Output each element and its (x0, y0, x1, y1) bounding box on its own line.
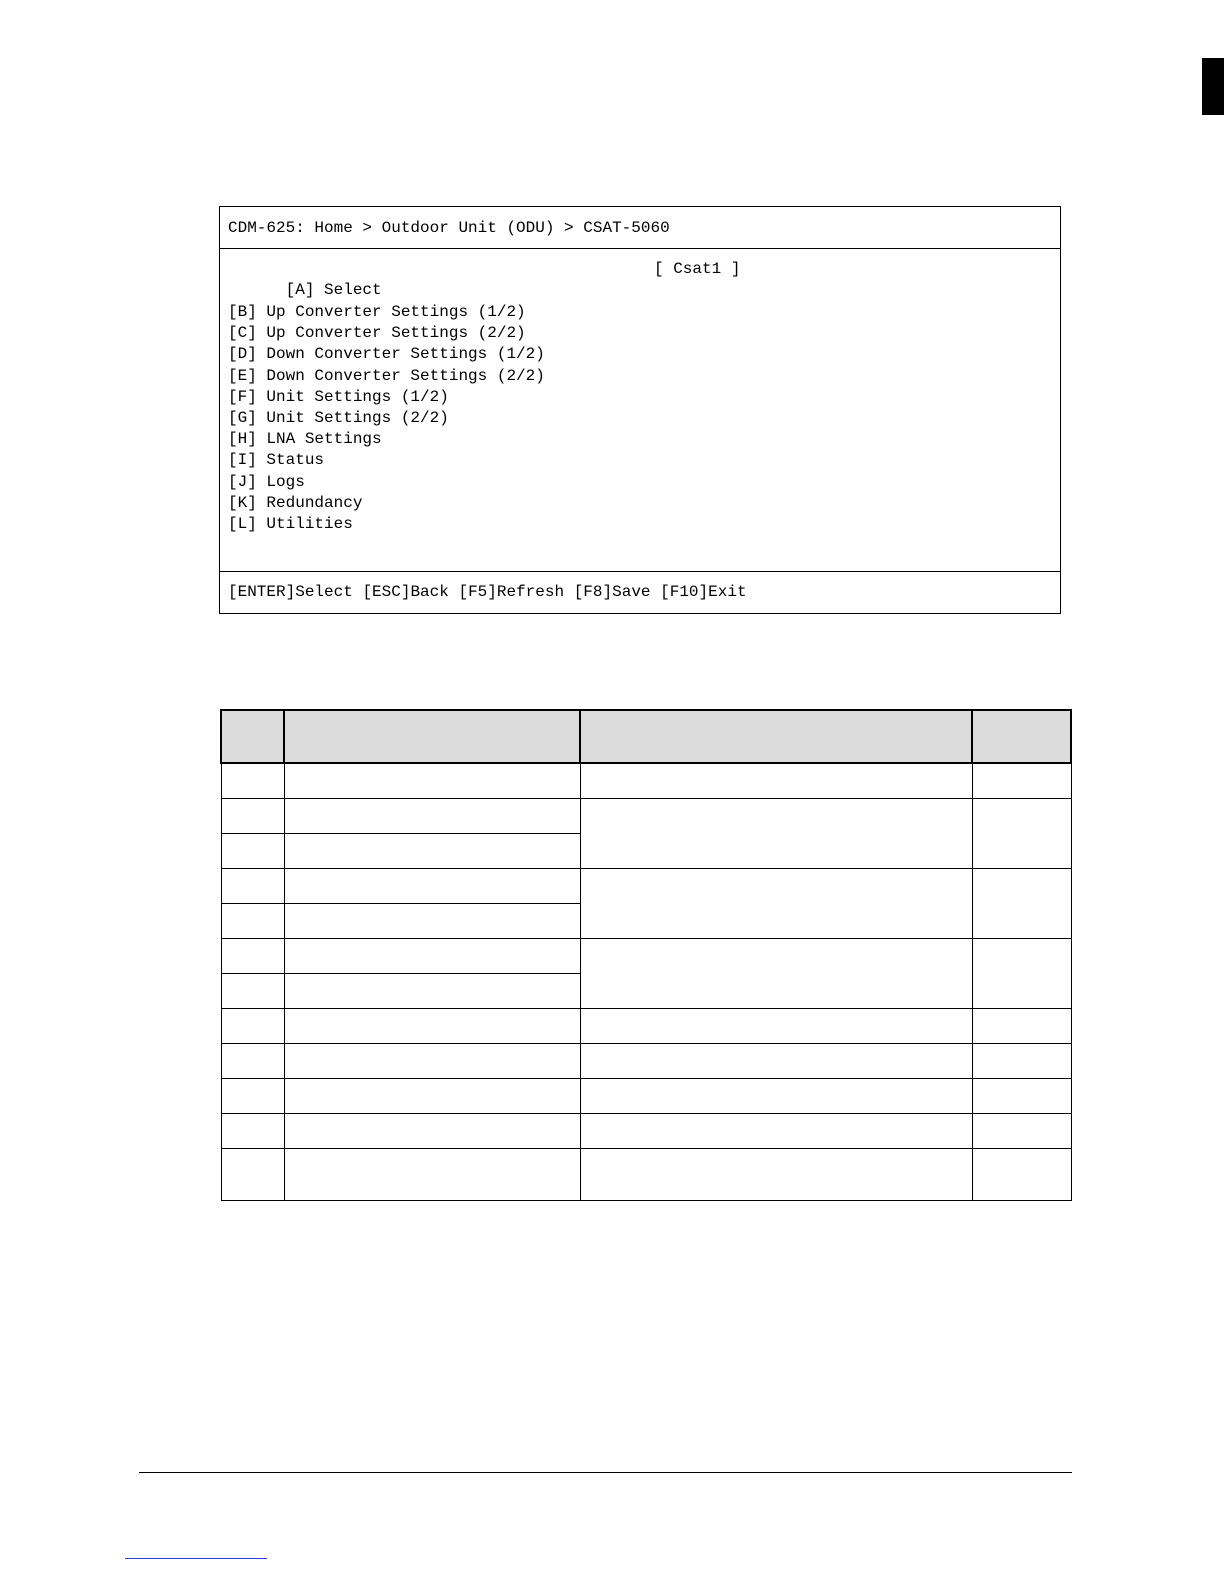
table-row (221, 869, 1071, 904)
menu-list (228, 302, 1052, 535)
menu-item-up-converter-2[interactable]: [C] Up Converter Settings (2/2) (228, 324, 526, 343)
page-footer-divider (139, 1472, 1072, 1473)
menu-item-lna-settings[interactable]: [H] LNA Settings (228, 430, 382, 449)
select-row[interactable] (228, 259, 1052, 299)
table-header-cell (221, 710, 284, 763)
table-header-row (221, 710, 1071, 763)
table-row (221, 1009, 1071, 1044)
table-row (221, 1149, 1071, 1201)
table-row (221, 1079, 1071, 1114)
menu-item-unit-settings-1[interactable]: [F] Unit Settings (1/2) (228, 387, 449, 406)
terminal-window (219, 206, 1061, 614)
menu-item-down-converter-2[interactable]: [E] Down Converter Settings (2/2) (228, 366, 545, 385)
menu-item-unit-settings-2[interactable]: [G] Unit Settings (2/2) (228, 408, 449, 427)
menu-item-utilities[interactable]: [L] Utilities (228, 514, 353, 533)
f5-refresh-key[interactable]: [F5]Refresh (458, 583, 565, 601)
enter-select-key[interactable]: [ENTER]Select (228, 583, 353, 601)
select-label[interactable]: [A] Select (285, 281, 382, 299)
table-row (221, 1044, 1071, 1079)
table-row (221, 1114, 1071, 1149)
footer-link-underline[interactable] (125, 1558, 267, 1559)
table-row (221, 939, 1071, 974)
menu-item-up-converter-1[interactable]: [B] Up Converter Settings (1/2) (228, 303, 526, 321)
menu-item-logs[interactable]: [J] Logs (228, 472, 305, 491)
esc-back-key[interactable]: [ESC]Back (362, 583, 449, 601)
breadcrumb: CDM-625: Home > Outdoor Unit (ODU) > CSAT-5060 (220, 207, 1060, 249)
menu-description-table (220, 709, 1072, 1201)
table-header-cell (284, 710, 580, 763)
menu-body (228, 259, 1052, 559)
table-header-cell (580, 710, 972, 763)
menu-item-status[interactable]: [I] Status (228, 451, 325, 470)
key-hints-bar (220, 571, 1060, 613)
page-tab-marker (1202, 58, 1224, 115)
select-value[interactable]: [ Csat1 ] (654, 260, 741, 278)
menu-item-redundancy[interactable]: [K] Redundancy (228, 493, 363, 512)
f10-exit-key[interactable]: [F10]Exit (660, 583, 747, 601)
table-header-cell (972, 710, 1071, 763)
f8-save-key[interactable]: [F8]Save (573, 583, 651, 601)
menu-item-down-converter-1[interactable]: [D] Down Converter Settings (1/2) (228, 345, 545, 364)
table-row (221, 763, 1071, 799)
table-row (221, 799, 1071, 834)
